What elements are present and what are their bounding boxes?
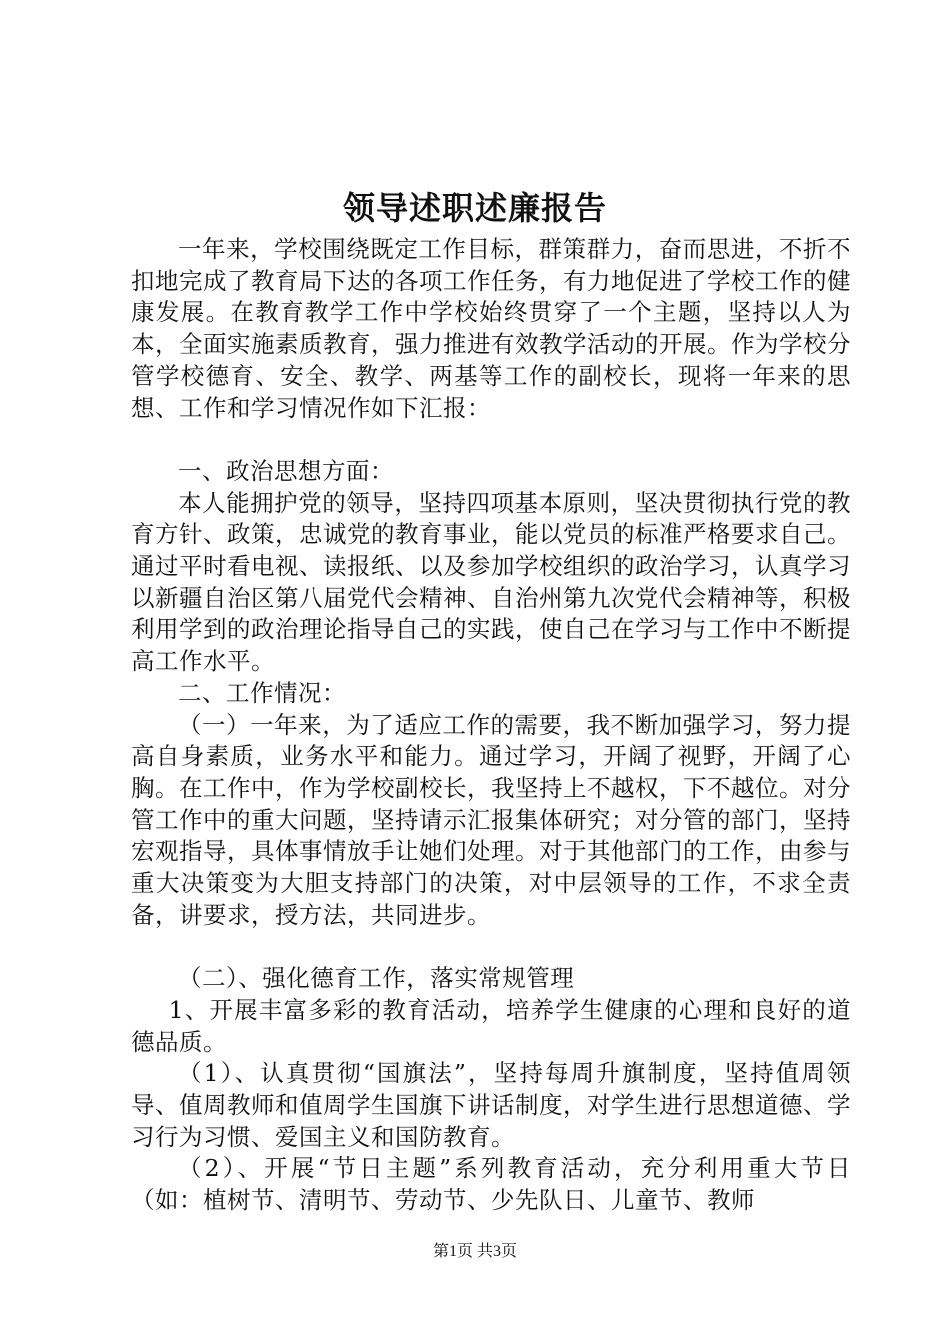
paragraph-politics: 本人能拥护党的领导，坚持四项基本原则，坚决贯彻执行党的教育方针、政策，忠诚党的教育事业，能以党员的标准严格要求自己。通过平时看电视、读报纸、以及参加学校组织的政治学习，认真学习以新疆自治区第八届党代会精神、自治州第九次党代会精神等，积极利用学到的政治理论指导自己的实践，使自己在学习与工作中不断提高工作水平。 [131, 488, 851, 676]
paragraph-gap [131, 931, 851, 963]
paragraph-gap [131, 424, 851, 456]
section-heading-politics: 一、政治思想方面： [178, 456, 394, 485]
paragraph-flag-law: （1）、认真贯彻“国旗法”，坚持每周升旗制度，坚持值周领导、值周教师和值周学生国旗下讲话制度，对学生进行思想道德、学习行为习惯、爱国主义和国防教育。 [131, 1059, 851, 1151]
paragraph-activities: 1、开展丰富多彩的教育活动，培养学生健康的心理和良好的道德品质。 [131, 995, 851, 1056]
paragraph-work-1: （一）一年来，为了适应工作的需要，我不断加强学习，努力提高自身素质，业务水平和能力。通过学习，开阔了视野，开阔了心胸。在工作中，作为学校副校长，我坚持上不越权，下不越位。对分管工作中的重大问题，坚持请示汇报集体研究；对分管的部门，坚持宏观指导，具体事情放手让她们处理。对于其他部门的工作，由参与重大决策变为大胆支持部门的决策，对中层领导的工作，不求全责备，讲要求，授方法，共同进步。 [131, 710, 851, 929]
paragraph-festival: （2）、开展“节日主题”系列教育活动，充分利用重大节日（如：植树节、清明节、劳动节、少先队日、儿童节、教师 [131, 1154, 851, 1215]
subsection-heading-moral: （二）、强化德育工作，落实常规管理 [178, 964, 575, 993]
document-body [131, 234, 851, 1217]
page-footer: 第1页 共3页 [432, 1243, 517, 1260]
document-title: 领导述职述廉报告 [342, 189, 607, 227]
paragraph-intro: 一年来，学校围绕既定工作目标，群策群力，奋而思进，不折不扣地完成了教育局下达的各项工作任务，有力地促进了学校工作的健康发展。在教育教学工作中学校始终贯穿了一个主题，坚持以人为本，全面实施素质教育，强力推进有效教学活动的开展。作为学校分管学校德育、安全、教学、两基等工作的副校长，现将一年来的思想、工作和学习情况作如下汇报： [131, 235, 851, 422]
section-heading-work: 二、工作情况： [178, 678, 346, 707]
